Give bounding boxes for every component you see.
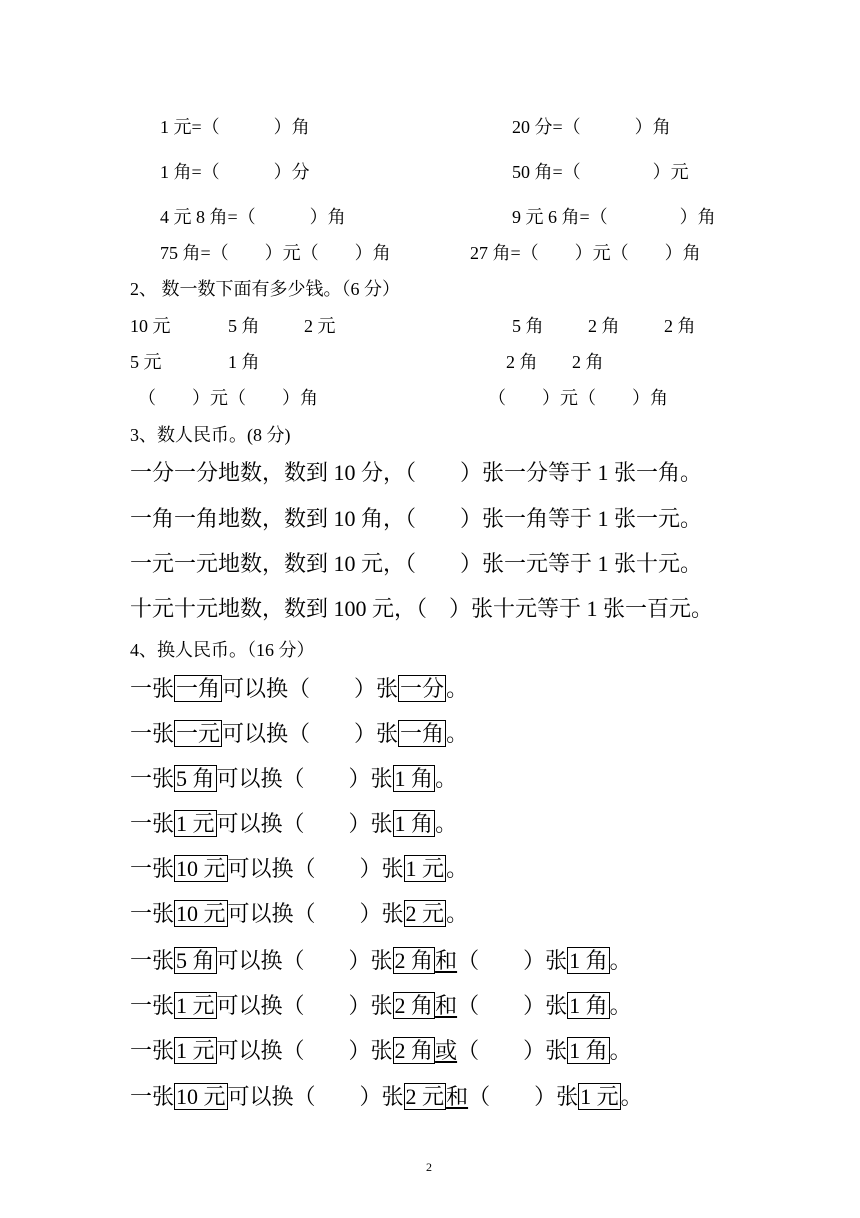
exchange-line: 一张10 元可以换（ ）张1 元。 <box>130 856 469 881</box>
money-item: 2 元 <box>304 316 336 336</box>
note-box: 10 元 <box>176 901 226 926</box>
note-box: 1 元 <box>176 811 215 836</box>
conversion-q3: 1 角=（ ）分 <box>160 162 310 182</box>
conversion-q5: 4 元 8 角=（ ）角 <box>160 207 346 227</box>
note-box: 1 元 <box>405 856 445 881</box>
conjunction: 和 <box>435 948 458 973</box>
conjunction: 和 <box>435 993 458 1018</box>
note-box: 5 角 <box>176 766 215 791</box>
money-item: 10 元 <box>130 316 171 336</box>
answer-blank-right: （ ）元（ ）角 <box>488 388 668 408</box>
conversion-q2: 20 分=（ ）角 <box>512 117 671 137</box>
note-box: 1 角 <box>394 766 434 791</box>
note-box: 2 角 <box>394 1038 434 1063</box>
section4-title: 4、换人民币。（16 分） <box>130 640 315 660</box>
conjunction: 或 <box>435 1038 458 1063</box>
conversion-q6: 9 元 6 角=（ ）角 <box>512 207 716 227</box>
money-item: 2 角 <box>664 316 696 336</box>
counting-line: 一分一分地数，数到 10 分，（ ）张一分等于 1 张一角。 <box>130 460 703 485</box>
exchange-line: 一张10 元可以换（ ）张2 元和（ ）张1 元。 <box>130 1084 643 1109</box>
money-item: 2 角 <box>572 352 604 372</box>
exchange-line: 一张5 角可以换（ ）张2 角和（ ）张1 角。 <box>130 948 632 973</box>
exchange-line: 一张1 元可以换（ ）张2 角和（ ）张1 角。 <box>130 993 632 1018</box>
money-item: 5 元 <box>130 352 162 372</box>
exchange-line: 一张1 元可以换（ ）张1 角。 <box>130 811 458 836</box>
exchange-line: 一张一角可以换（ ）张一分。 <box>130 676 469 701</box>
note-box: 2 角 <box>394 993 434 1018</box>
conversion-q4: 50 角=（ ）元 <box>512 162 689 182</box>
answer-blank-left: （ ）元（ ）角 <box>138 388 318 408</box>
exchange-line: 一张5 角可以换（ ）张1 角。 <box>130 766 458 791</box>
exchange-line: 一张一元可以换（ ）张一角。 <box>130 721 469 746</box>
section2-title: 2、 数一数下面有多少钱。（6 分） <box>130 279 400 299</box>
note-box: 2 元 <box>405 1084 445 1109</box>
money-item: 1 角 <box>228 352 260 372</box>
note-box: 5 角 <box>176 948 215 973</box>
conversion-q8: 27 角=（ ）元（ ）角 <box>470 243 701 263</box>
section3-title: 3、数人民币。(8 分) <box>130 425 291 445</box>
conjunction: 和 <box>446 1084 469 1109</box>
note-box: 2 元 <box>405 901 445 926</box>
money-item: 2 角 <box>506 352 538 372</box>
money-item: 5 角 <box>512 316 544 336</box>
exchange-line: 一张1 元可以换（ ）张2 角或（ ）张1 角。 <box>130 1038 632 1063</box>
note-box: 1 元 <box>176 993 215 1018</box>
counting-line: 一元一元地数，数到 10 元，（ ）张一元等于 1 张十元。 <box>130 551 703 576</box>
note-box: 2 角 <box>394 948 434 973</box>
note-box: 10 元 <box>176 1084 226 1109</box>
note-box: 一分 <box>400 676 445 701</box>
money-item: 2 角 <box>588 316 620 336</box>
money-item: 5 角 <box>228 316 260 336</box>
note-box: 1 元 <box>580 1084 619 1109</box>
exchange-line: 一张10 元可以换（ ）张2 元。 <box>130 901 469 926</box>
note-box: 1 角 <box>569 993 608 1018</box>
note-box: 1 角 <box>569 1038 608 1063</box>
page-number: 2 <box>426 1160 432 1174</box>
counting-line: 一角一角地数，数到 10 角，（ ）张一角等于 1 张一元。 <box>130 506 703 531</box>
note-box: 1 元 <box>176 1038 215 1063</box>
note-box: 1 角 <box>394 811 434 836</box>
counting-line: 十元十元地数，数到 100 元，（ ）张十元等于 1 张一百元。 <box>130 596 714 621</box>
conversion-q1: 1 元=（ ）角 <box>160 117 310 137</box>
note-box: 一角 <box>176 676 221 701</box>
note-box: 一元 <box>176 721 221 746</box>
note-box: 10 元 <box>176 856 226 881</box>
conversion-q7: 75 角=（ ）元（ ）角 <box>160 243 391 263</box>
note-box: 1 角 <box>569 948 608 973</box>
note-box: 一角 <box>400 721 445 746</box>
